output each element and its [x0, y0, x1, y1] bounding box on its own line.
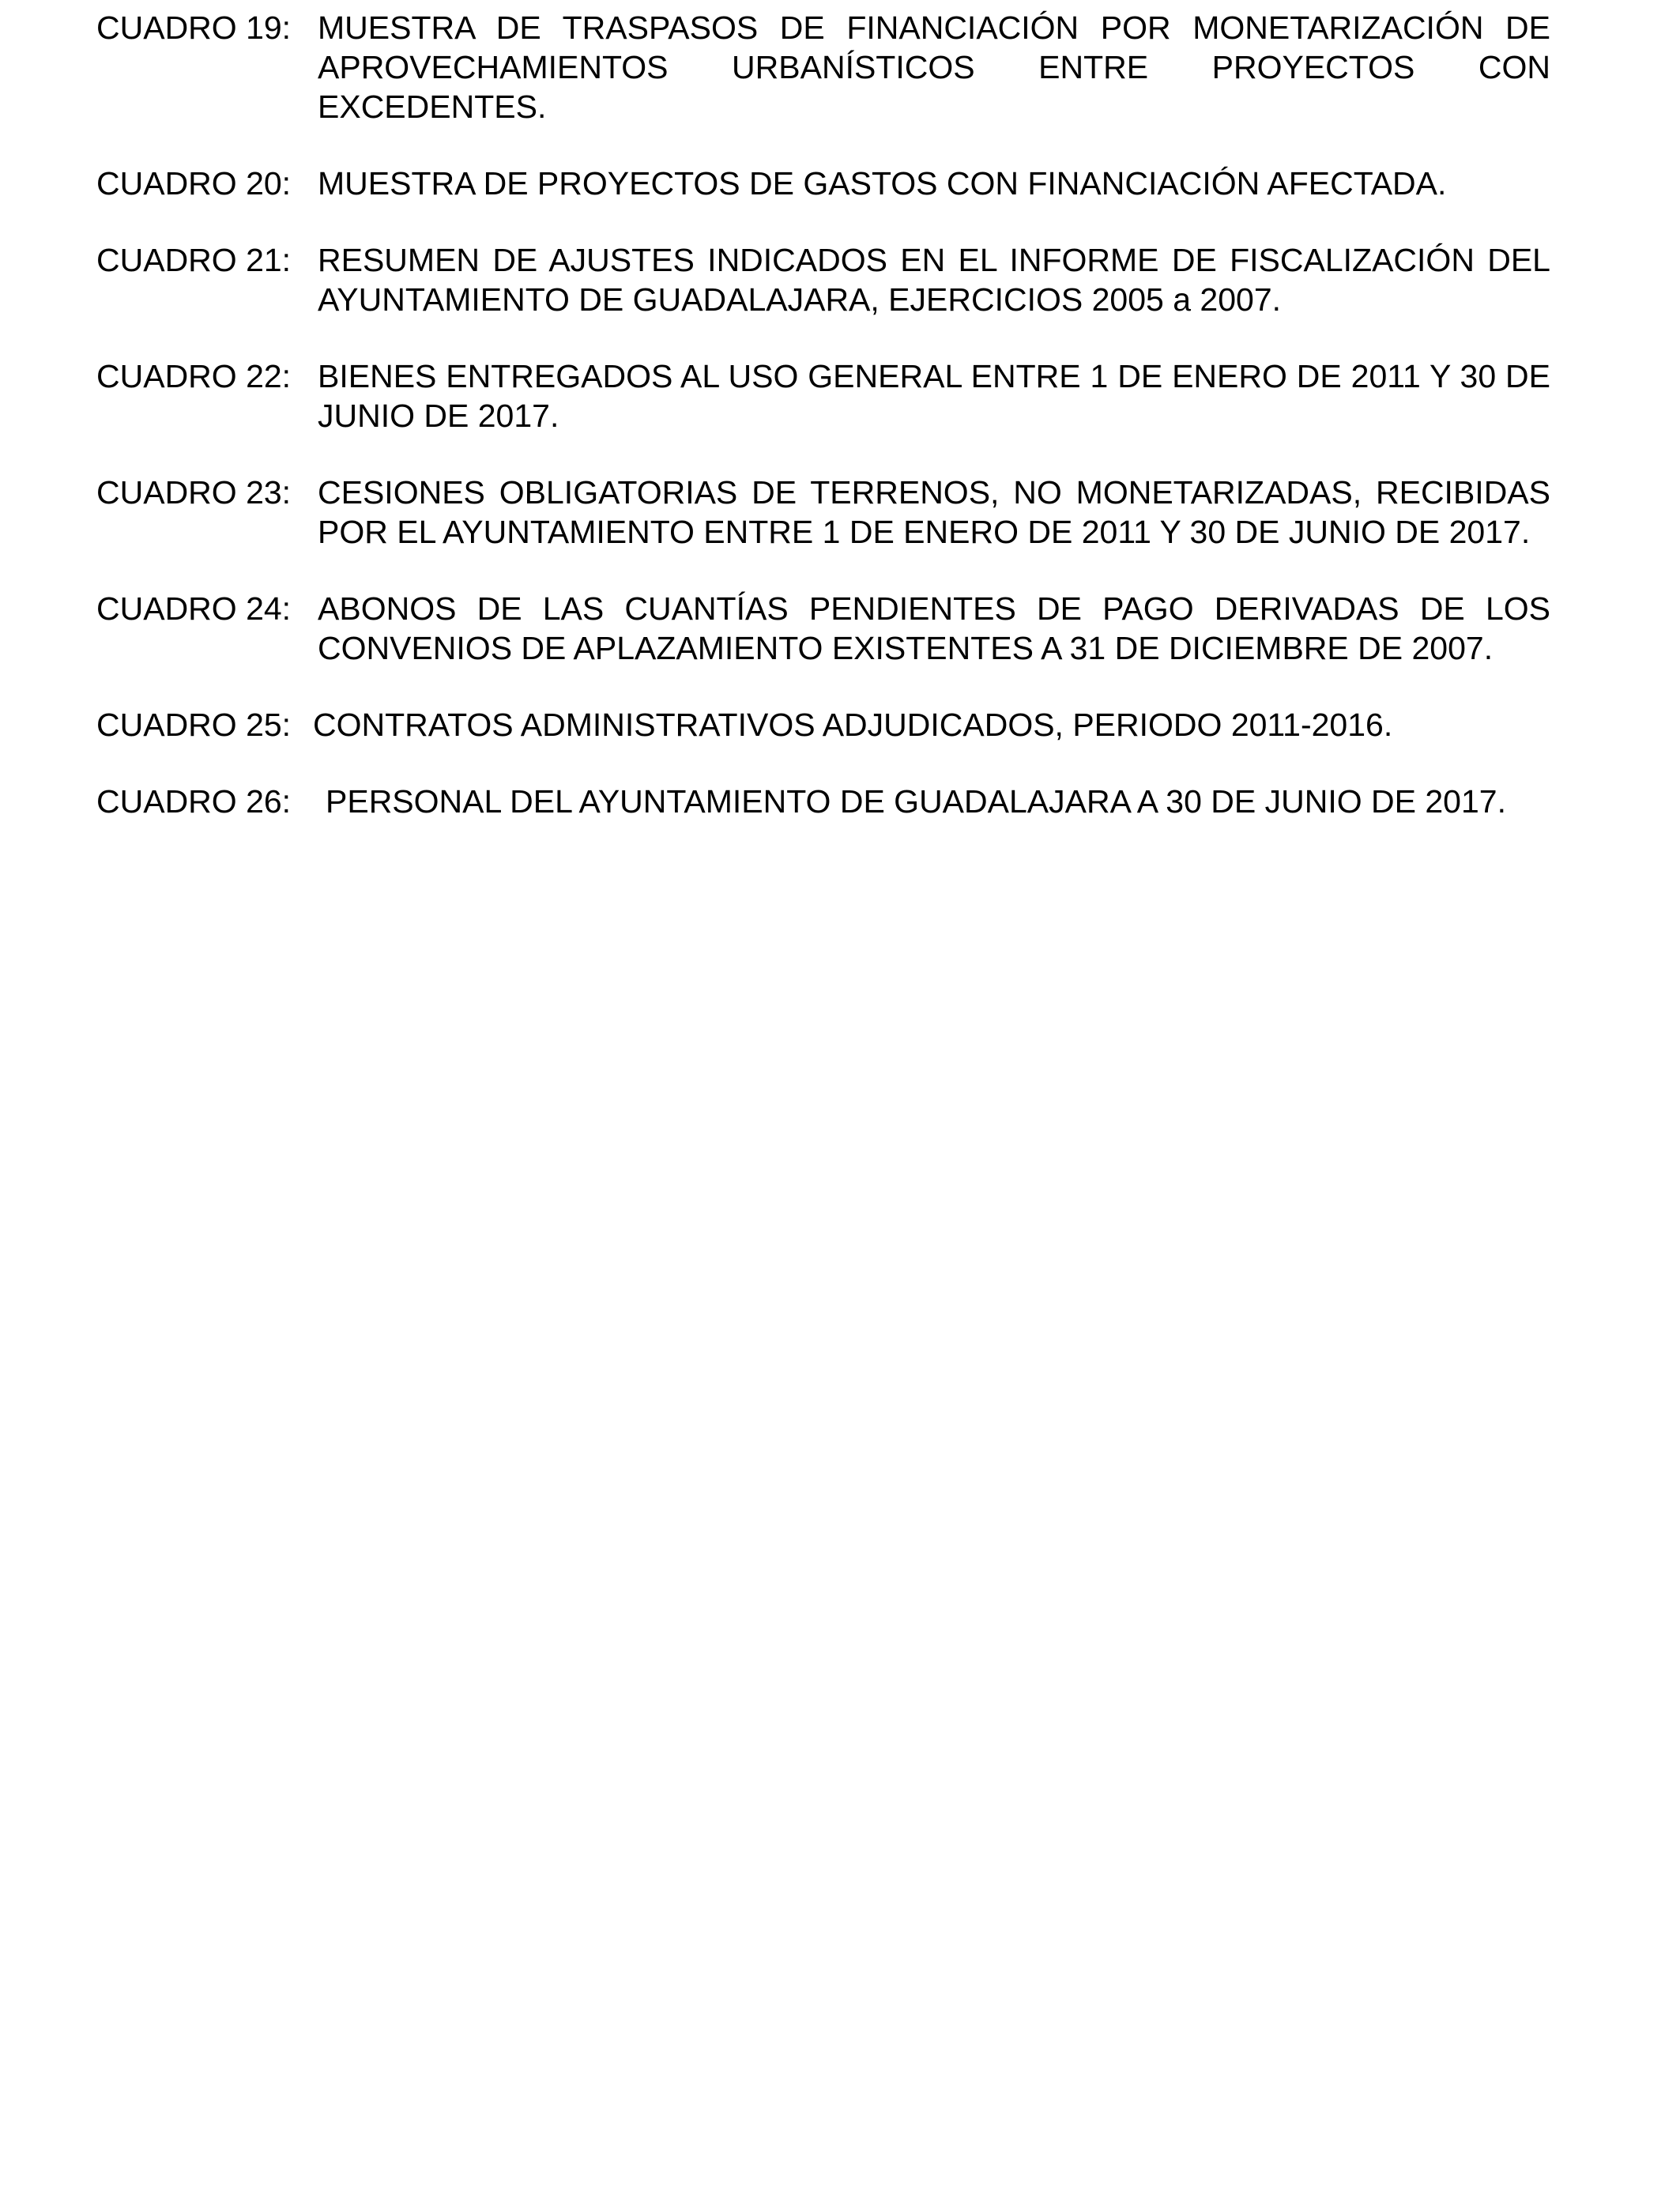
entry-text: MUESTRA DE PROYECTOS DE GASTOS CON FINANCIACIÓN AFECTADA.	[318, 165, 1447, 202]
table-index-list	[96, 8, 1550, 858]
entry-label: CUADRO 19:	[96, 9, 292, 46]
list-item	[96, 8, 1550, 126]
entry-text: BIENES ENTREGADOS AL USO GENERAL ENTRE 1 DE ENERO DE 2011 Y 30 DE JUNIO DE 2017.	[318, 358, 1550, 434]
entry-text: ABONOS DE LAS CUANTÍAS PENDIENTES DE PAGO DERIVADAS DE LOS CONVENIOS DE APLAZAMIENTO EXISTENTES A 31 DE DICIEMBRE DE 2007.	[318, 590, 1550, 666]
entry-label: CUADRO 23:	[96, 474, 292, 511]
entry-text: CESIONES OBLIGATORIAS DE TERRENOS, NO MONETARIZADAS, RECIBIDAS POR EL AYUNTAMIENTO ENTRE 1 DE ENERO DE 2011 Y 30 DE JUNIO DE 2017.	[318, 474, 1550, 550]
entry-label: CUADRO 24:	[96, 590, 292, 627]
list-item	[96, 356, 1550, 435]
entry-label: CUADRO 20:	[96, 165, 292, 202]
entry-text: RESUMEN DE AJUSTES INDICADOS EN EL INFORME DE FISCALIZACIÓN DEL AYUNTAMIENTO DE GUADALAJARA, EJERCICIOS 2005 a 2007.	[318, 242, 1550, 318]
entry-label: CUADRO 22:	[96, 358, 292, 394]
entry-label: CUADRO 21:	[96, 242, 292, 278]
list-item	[96, 240, 1550, 319]
list-item	[96, 164, 1550, 203]
entry-text: CONTRATOS ADMINISTRATIVOS ADJUDICADOS, PERIODO 2011-2016.	[313, 707, 1393, 743]
list-item	[96, 589, 1550, 668]
list-item	[96, 705, 1550, 745]
entry-label: CUADRO 26:	[96, 783, 292, 820]
list-item	[96, 473, 1550, 552]
list-item	[96, 782, 1550, 821]
entry-text: PERSONAL DEL AYUNTAMIENTO DE GUADALAJARA A 30 DE JUNIO DE 2017.	[326, 783, 1506, 820]
entry-label: CUADRO 25:	[96, 707, 292, 743]
entry-text: MUESTRA DE TRASPASOS DE FINANCIACIÓN POR MONETARIZACIÓN DE APROVECHAMIENTOS URBANÍSTICOS ENTRE PROYECTOS CON EXCEDENTES.	[318, 9, 1550, 125]
